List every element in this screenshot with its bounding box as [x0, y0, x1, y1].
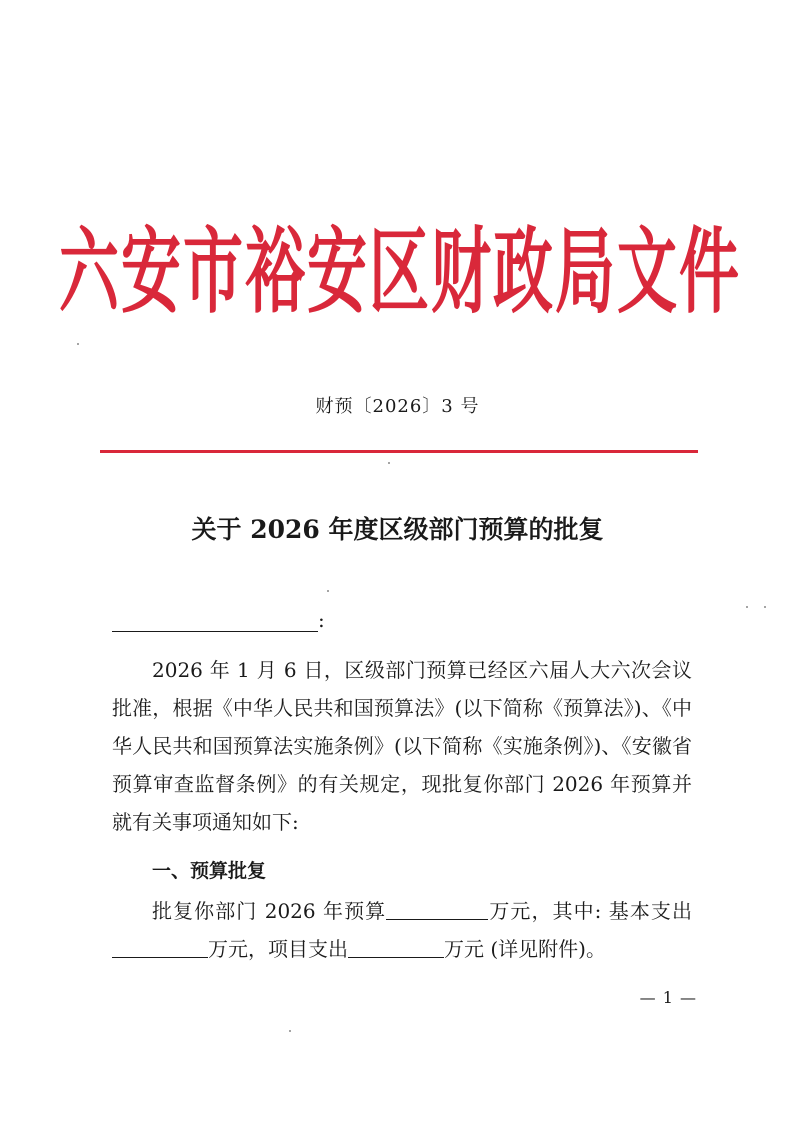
scan-speck: [77, 343, 79, 345]
paragraph-2: [112, 892, 692, 968]
scan-speck: [764, 606, 766, 608]
document-title: 关于 2026 年度区级部门预算的批复: [191, 515, 604, 544]
budget-text-d: 万元 (详见附件)。: [444, 937, 606, 961]
budget-total-blank: [386, 895, 488, 920]
masthead: [59, 200, 741, 330]
masthead-title: 六安市裕安区财政局文件: [59, 218, 741, 327]
budget-text-a: 批复你部门 2026 年预算: [152, 899, 387, 923]
budget-text-c: 万元，项目支出: [208, 937, 348, 961]
paragraph-1-text: 2026 年 1 月 6 日，区级部门预算已经区六届人大六次会议批准，根据《中华人民共和国预算法》(以下简称《预算法》)、《中华人民共和国预算法实施条例》(以下简称《实施条例》)、《安徽省预算审查监督条例》的有关规定，现批复你部门 2026 年预算并就有关事项通知如下:: [112, 658, 692, 834]
red-divider: [100, 450, 698, 453]
page-number: — 1 —: [639, 988, 697, 1007]
scan-speck: [388, 462, 390, 464]
section-heading-1: 一、预算批复: [152, 860, 267, 882]
scan-speck: [746, 606, 748, 608]
budget-text-b: 万元，其中: 基本支出: [488, 899, 692, 923]
addressee: [112, 608, 352, 632]
paragraph-2-text: [112, 892, 692, 968]
basic-expense-blank: [112, 933, 208, 958]
addressee-colon: :: [318, 608, 325, 632]
document-number: 财预〔2026〕3 号: [315, 396, 480, 417]
paragraph-1: [112, 651, 692, 841]
scan-speck: [327, 590, 329, 592]
project-expense-blank: [348, 933, 444, 958]
addressee-blank: [112, 609, 318, 632]
scan-speck: [289, 1030, 291, 1032]
